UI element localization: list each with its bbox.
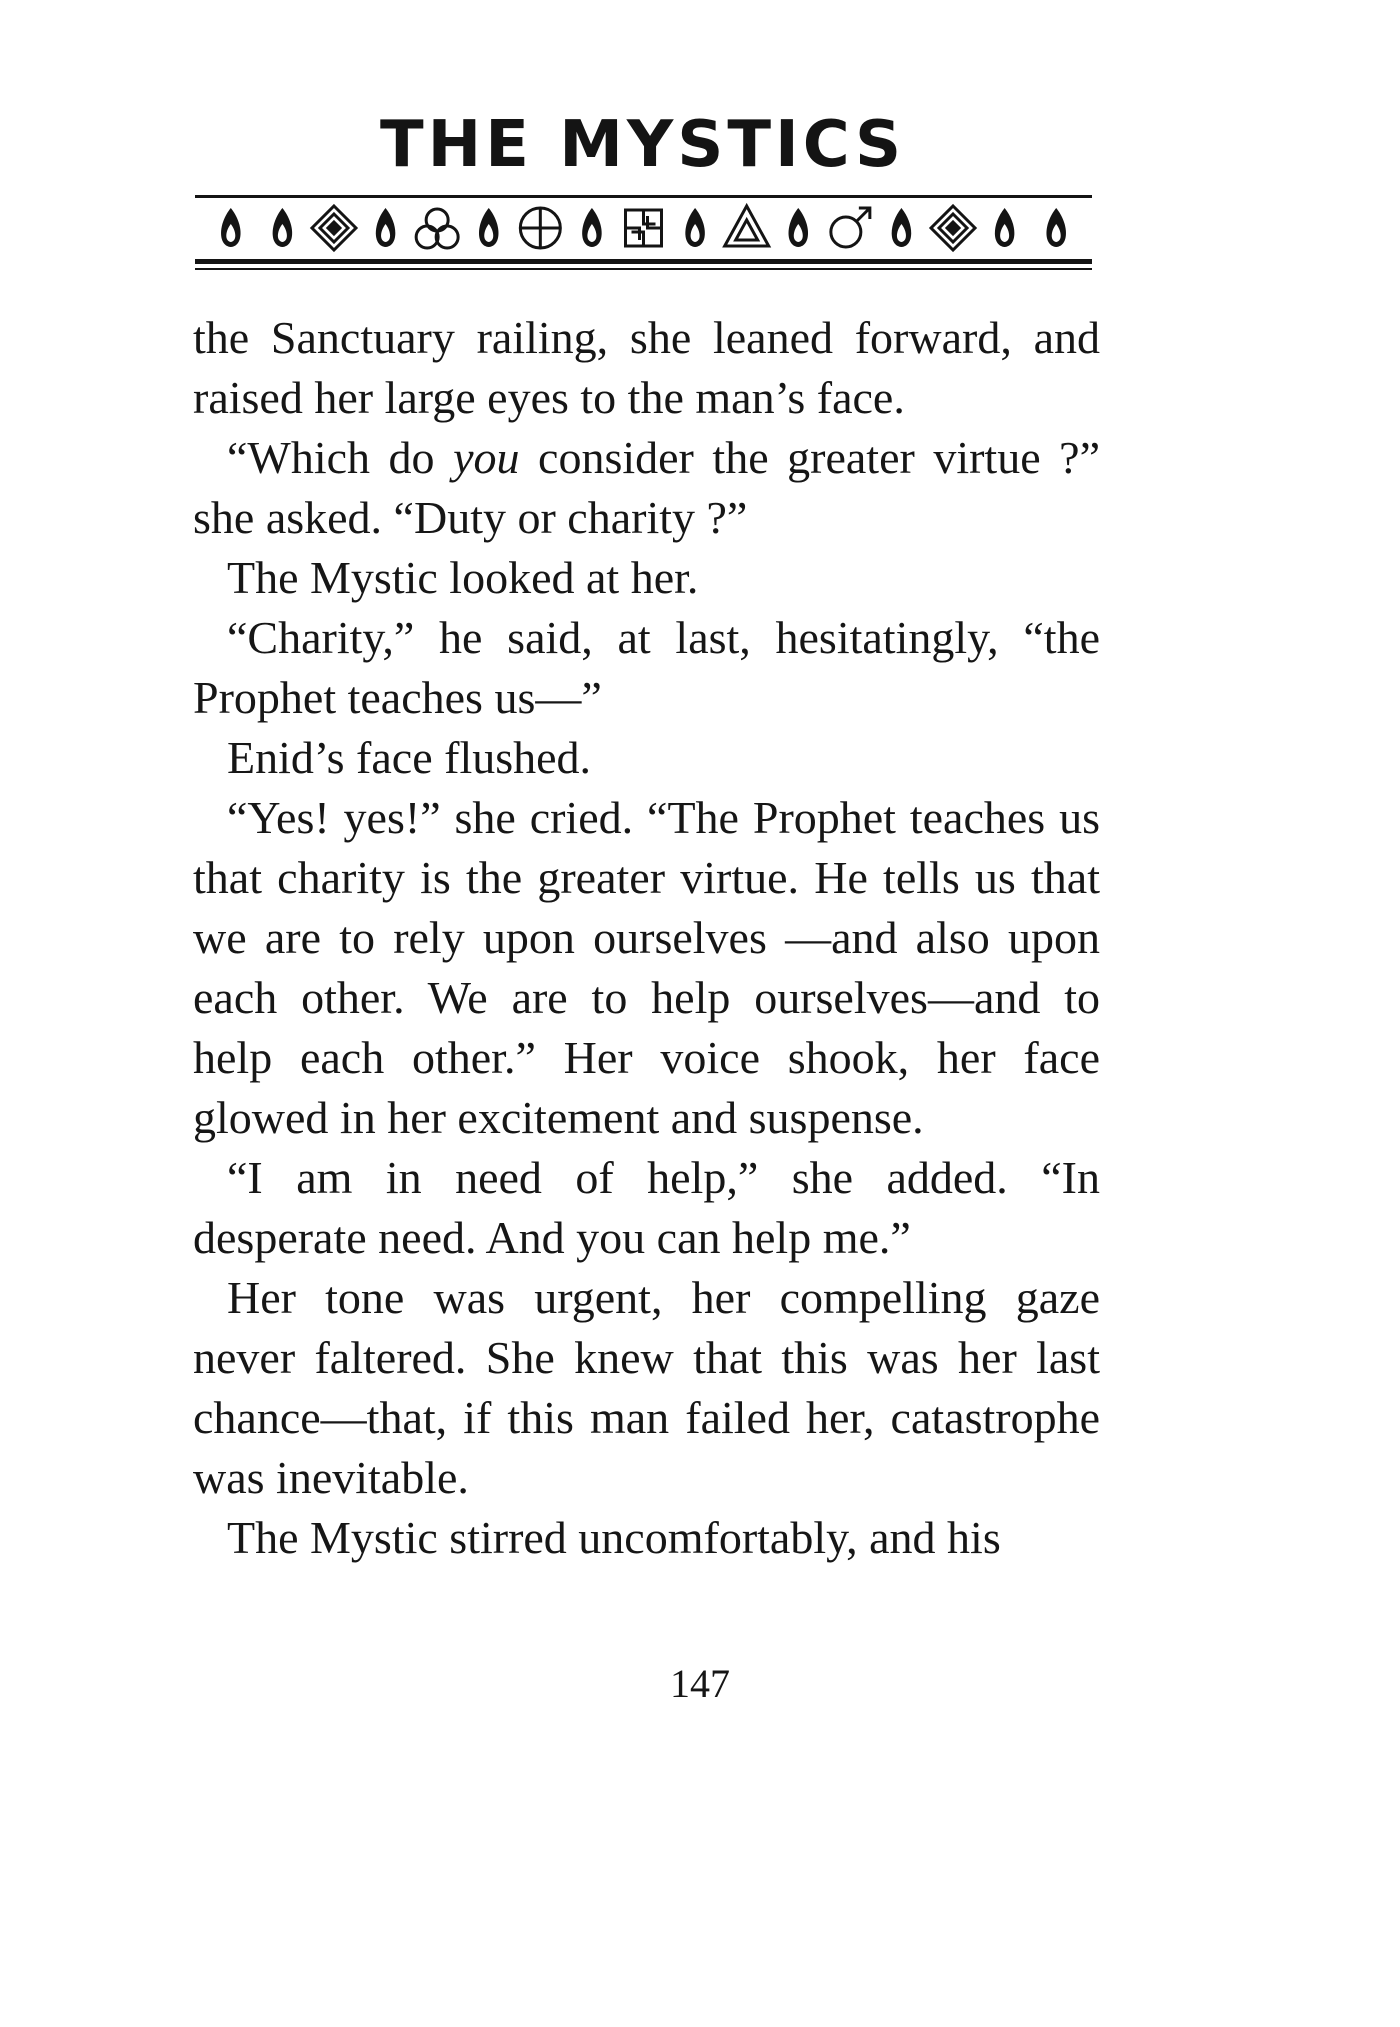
paragraph bbox=[193, 728, 1100, 788]
text-run: “Yes! yes!” she cried. “The Prophet teaches us that charity is the greater virtue. He tells us that we are to rely upon ourselves —and also upon each other. We are to help ourselves—and to help each other.” Her voice shook, her face glowed in her excitement and suspense. bbox=[193, 792, 1100, 1143]
flame-icon bbox=[582, 208, 602, 247]
text-run: consider the greater virtue ?” she asked. “Duty or charity ?” bbox=[193, 432, 1100, 543]
text-run: The Mystic stirred uncomfortably, and his bbox=[227, 1512, 1001, 1563]
page-number: 147 bbox=[670, 1661, 730, 1706]
maze-cross-icon bbox=[626, 210, 662, 246]
flame-icon bbox=[685, 208, 705, 247]
flame-icon bbox=[376, 208, 396, 247]
paragraph bbox=[193, 1508, 1100, 1568]
text-run: “Which do bbox=[227, 432, 454, 483]
body-text bbox=[193, 308, 1100, 1568]
heart-diamond-icon bbox=[931, 206, 975, 250]
ornament-band bbox=[195, 199, 1092, 257]
flame-icon bbox=[789, 208, 809, 247]
flame-icon bbox=[273, 208, 293, 247]
flame-icon bbox=[1046, 208, 1066, 247]
text-run: “Charity,” he said, at last, hesitatingly, “the Prophet teaches us—” bbox=[193, 612, 1100, 723]
trefoil-knot-icon bbox=[416, 209, 458, 248]
diamond-icon bbox=[312, 206, 356, 250]
flame-icon bbox=[995, 208, 1015, 247]
text-run: Her tone was urgent, her compelling gaze never faltered. She knew that this was her last chance—that, if this man failed her, catastrophe was inevitable. bbox=[193, 1272, 1100, 1503]
header-rule-top bbox=[195, 195, 1092, 198]
running-head: THE MYSTICS bbox=[379, 108, 906, 182]
paragraph bbox=[193, 608, 1100, 728]
mars-symbol-icon bbox=[831, 208, 870, 247]
paragraph bbox=[193, 428, 1100, 548]
paragraph bbox=[193, 788, 1100, 1148]
ornament-strip bbox=[195, 199, 1092, 257]
header-rule-bottom-thin bbox=[195, 268, 1092, 270]
cross-circle-icon bbox=[520, 208, 560, 248]
paragraph bbox=[193, 308, 1100, 428]
text-run: the Sanctuary railing, she leaned forward, and raised her large eyes to the man’s face. bbox=[193, 312, 1100, 423]
flame-icon bbox=[221, 208, 241, 247]
paragraph bbox=[193, 1268, 1100, 1508]
flame-icon bbox=[479, 208, 499, 247]
header-rule-bottom bbox=[195, 259, 1092, 264]
text-run: The Mystic looked at her. bbox=[227, 552, 699, 603]
text-run: “I am in need of help,” she added. “In desperate need. And you can help me.” bbox=[193, 1152, 1100, 1263]
text-run: Enid’s face flushed. bbox=[227, 732, 592, 783]
paragraph bbox=[193, 548, 1100, 608]
italic-text-run: you bbox=[453, 432, 520, 483]
triangle-icon bbox=[725, 206, 769, 246]
flame-icon bbox=[892, 208, 912, 247]
paragraph bbox=[193, 1148, 1100, 1268]
